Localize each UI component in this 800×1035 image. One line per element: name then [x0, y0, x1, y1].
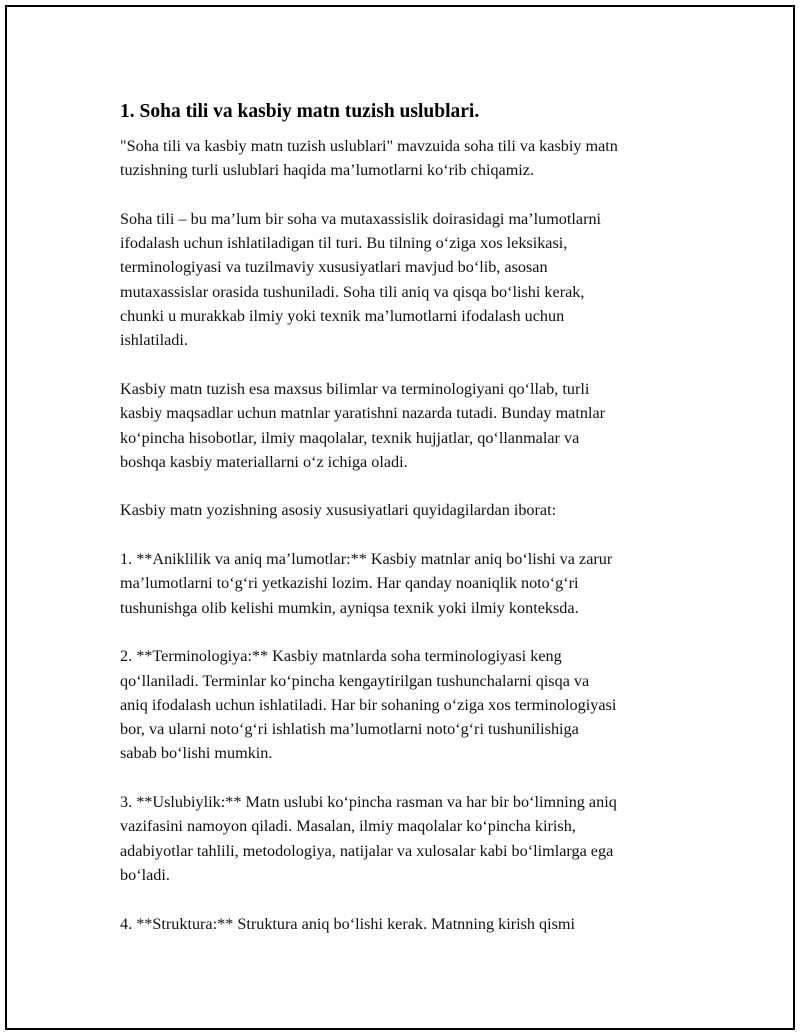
paragraph-line: adabiyotlar tahlili, metodologiya, natijalar va xulosalar kabi boʻlimlarga ega [120, 841, 614, 860]
paragraph-line: ma’lumotlarni toʻgʻri yetkazishi lozim. Har qanday noaniqlik notoʻgʻri [120, 574, 579, 593]
paragraph-line: 2. **Terminologiya:** Kasbiy matnlarda soha terminologiyasi keng [120, 647, 562, 666]
paragraph-line: boshqa kasbiy materiallarni oʻz ichiga oladi. [120, 452, 408, 471]
paragraph-line: chunki u murakkab ilmiy yoki texnik ma’lumotlarni ifodalash uchun [120, 307, 565, 326]
paragraph-line: Soha tili – bu ma’lum bir soha va mutaxassislik doirasidagi ma’lumotlarni [120, 209, 602, 228]
paragraph-line: tushunishga olib kelishi mumkin, ayniqsa texnik yoki ilmiy konteksda. [120, 598, 579, 617]
paragraph-line: Kasbiy matn yozishning asosiy xususiyatlari quyidagilardan iborat: [120, 501, 557, 520]
paragraph-line: ifodalash uchun ishlatiladigan til turi. Bu tilning oʻziga xos leksikasi, [120, 234, 568, 253]
paragraph-line: boʻladi. [120, 865, 170, 884]
paragraph-line: ishlatiladi. [120, 331, 188, 350]
document-body [120, 99, 700, 960]
paragraph-line: koʻpincha hisobotlar, ilmiy maqolalar, texnik hujjatlar, qoʻllanmalar va [120, 428, 580, 447]
page-title: 1. Soha tili va kasbiy matn tuzish uslublari. [120, 101, 480, 122]
paragraph [120, 547, 700, 620]
paragraph-line: sabab boʻlishi mumkin. [120, 744, 273, 763]
paragraph [120, 498, 700, 522]
paragraph [120, 377, 700, 474]
page-frame [5, 5, 795, 1030]
paragraph [120, 644, 700, 765]
paragraph-line: 1. **Aniklilik va aniq ma’lumotlar:** Kasbiy matnlar aniq boʻlishi va zarur [120, 550, 613, 569]
paragraph [120, 134, 700, 183]
paragraph-line: bor, va ularni notoʻgʻri ishlatish ma’lumotlarni notoʻgʻri tushunilishiga [120, 720, 579, 739]
paragraph [120, 790, 700, 887]
paragraph-line: tuzishning turli uslublari haqida ma’lumotlarni koʻrib chiqamiz. [120, 161, 535, 180]
paragraph-line: mutaxassislar orasida tushuniladi. Soha tili aniq va qisqa boʻlishi kerak, [120, 282, 585, 301]
paragraph-line: 4. **Struktura:** Struktura aniq boʻlishi kerak. Matnning kirish qismi [120, 914, 576, 933]
paragraph-list [120, 134, 700, 936]
paragraph [120, 207, 700, 353]
paragraph-line: Kasbiy matn tuzish esa maxsus bilimlar va terminologiyani qoʻllab, turli [120, 379, 590, 398]
paragraph-line: 3. **Uslubiylik:** Matn uslubi koʻpincha rasman va har bir boʻlimning aniq [120, 793, 617, 812]
paragraph-line: terminologiyasi va tuzilmaviy xususiyatlari mavjud boʻlib, asosan [120, 258, 548, 277]
paragraph-line: vazifasini namoyon qiladi. Masalan, ilmiy maqolalar koʻpincha kirish, [120, 817, 576, 836]
paragraph-line: aniq ifodalash uchun ishlatiladi. Har bir sohaning oʻziga xos terminologiyasi [120, 695, 617, 714]
paragraph-line: kasbiy maqsadlar uchun matnlar yaratishni nazarda tutadi. Bunday matnlar [120, 404, 606, 423]
paragraph-line: "Soha tili va kasbiy matn tuzish uslublari" mavzuida soha tili va kasbiy matn [120, 137, 618, 155]
paragraph [120, 912, 700, 936]
paragraph-line: qoʻllaniladi. Terminlar koʻpincha kengaytirilgan tushunchalarni qisqa va [120, 671, 590, 690]
